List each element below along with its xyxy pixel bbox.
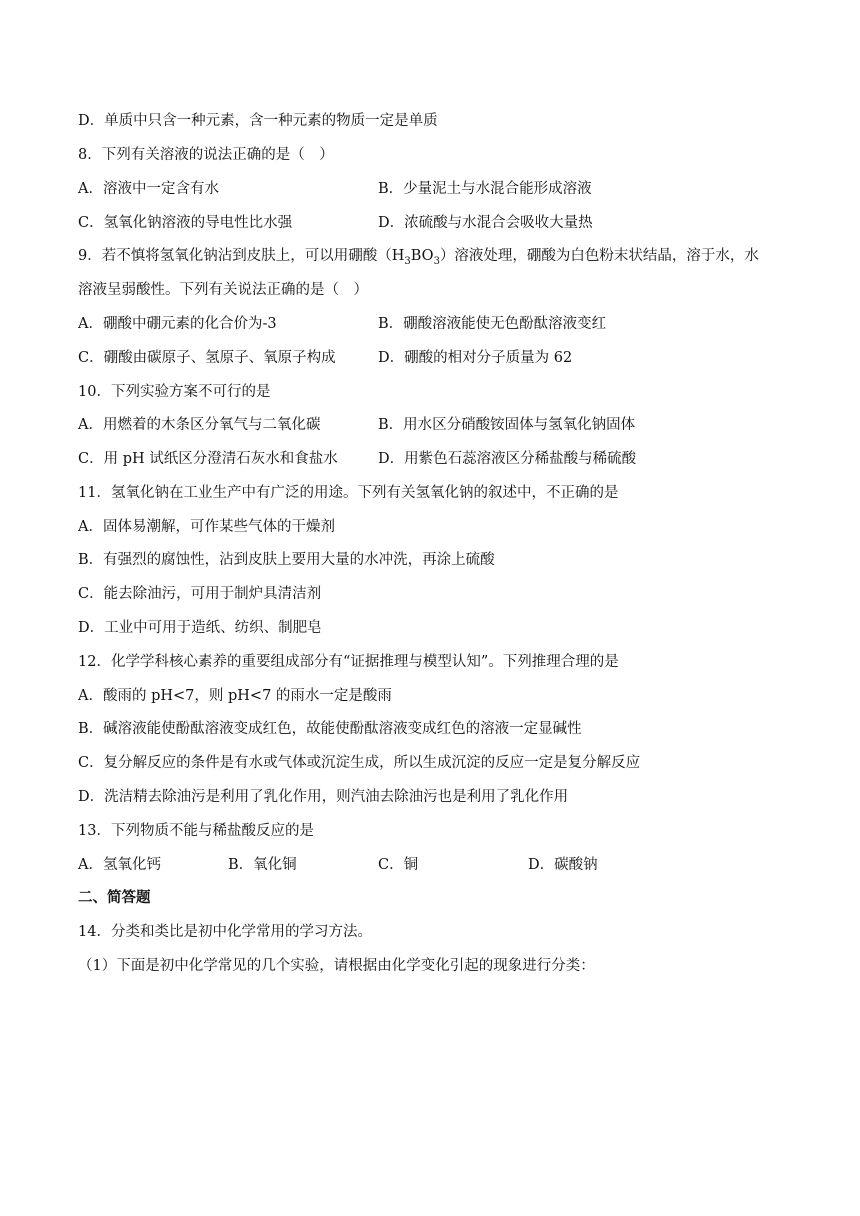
q9-option-b: B．硼酸溶液能使无色酚酞溶液变红 xyxy=(378,316,607,332)
q13-option-b: B．氧化铜 xyxy=(228,857,297,873)
question-8: 8．下列有关溶液的说法正确的是（ ） xyxy=(78,147,334,163)
question-9-line-2: 溶液呈弱酸性。下列有关说法正确的是（ ） xyxy=(78,282,368,298)
q10-option-c: C．用 pH 试纸区分澄清石灰水和食盐水 xyxy=(78,451,338,467)
q9-option-d: D．硼酸的相对分子质量为 62 xyxy=(378,350,573,366)
section-heading: 二、简答题 xyxy=(78,889,151,906)
q13-options-row xyxy=(78,855,798,875)
q9-options-row-1 xyxy=(78,314,798,334)
q8-option-a: A．溶液中一定含有水 xyxy=(78,181,219,197)
q11-option-a: A．固体易潮解，可作某些气体的干燥剂 xyxy=(78,519,335,535)
q13-option-d: D．碳酸钠 xyxy=(528,857,598,873)
q8-options-row-2 xyxy=(78,213,798,233)
q12-option-d: D．洗洁精去除油污是利用了乳化作用，则汽油去除油污也是利用了乳化作用 xyxy=(78,789,569,805)
q12-option-a: A．酸雨的 pH<7，则 pH<7 的雨水一定是酸雨 xyxy=(78,688,392,704)
question-14: 14．分类和类比是初中化学常用的学习方法。 xyxy=(78,924,372,940)
q9-option-c: C．硼酸由碳原子、氢原子、氧原子构成 xyxy=(78,350,336,366)
q8-option-d: D．浓硫酸与水混合会吸收大量热 xyxy=(378,215,593,231)
q8-options-row-1 xyxy=(78,179,798,199)
question-13: 13．下列物质不能与稀盐酸反应的是 xyxy=(78,823,314,839)
question-14-part-1: （1）下面是初中化学常见的几个实验，请根据由化学变化引起的现象进行分类： xyxy=(78,958,595,974)
q9-option-a: A．硼酸中硼元素的化合价为-3 xyxy=(78,316,277,332)
q8-option-b: B．少量泥土与水混合能形成溶液 xyxy=(378,181,592,197)
q11-option-c: C．能去除油污，可用于制炉具清洁剂 xyxy=(78,586,322,602)
q10-options-row-2 xyxy=(78,449,798,469)
q8-option-c: C．氢氧化钠溶液的导电性比水强 xyxy=(78,215,293,231)
q11-option-d: D．工业中可用于造纸、纺织、制肥皂 xyxy=(78,620,322,636)
q10-option-a: A．用燃着的木条区分氧气与二氧化碳 xyxy=(78,417,321,433)
q12-option-c: C．复分解反应的条件是有水或气体或沉淀生成，所以生成沉淀的反应一定是复分解反应 xyxy=(78,755,641,771)
q13-option-c: C．铜 xyxy=(378,857,419,873)
question-9-line-1: 9．若不慎将氢氧化钠沾到皮肤上，可以用硼酸$(H_3BO_3)$溶液处理，硼酸为白色粉末状结晶，溶于水，水 xyxy=(78,248,759,267)
q7-option-d: D．单质中只含一种元素，含一种元素的物质一定是单质 xyxy=(78,113,438,129)
question-11: 11．氢氧化钠在工业生产中有广泛的用途。下列有关氢氧化钠的叙述中，不正确的是 xyxy=(78,485,619,501)
q11-option-b: B．有强烈的腐蚀性，沾到皮肤上要用大量的水冲洗，再涂上硫酸 xyxy=(78,552,495,568)
q9-options-row-2 xyxy=(78,348,798,368)
q10-option-d: D．用紫色石蕊溶液区分稀盐酸与稀硫酸 xyxy=(378,451,637,467)
q13-option-a: A．氢氧化钙 xyxy=(78,857,161,873)
q12-option-b: B．碱溶液能使酚酞溶液变成红色，故能使酚酞溶液变成红色的溶液一定显碱性 xyxy=(78,721,582,737)
q10-options-row-1 xyxy=(78,415,798,435)
q10-option-b: B．用水区分硝酸铵固体与氢氧化钠固体 xyxy=(378,417,636,433)
question-10: 10．下列实验方案不可行的是 xyxy=(78,384,271,400)
question-12: 12．化学学科核心素养的重要组成部分有“证据推理与模型认知”。下列推理合理的是 xyxy=(78,654,619,670)
